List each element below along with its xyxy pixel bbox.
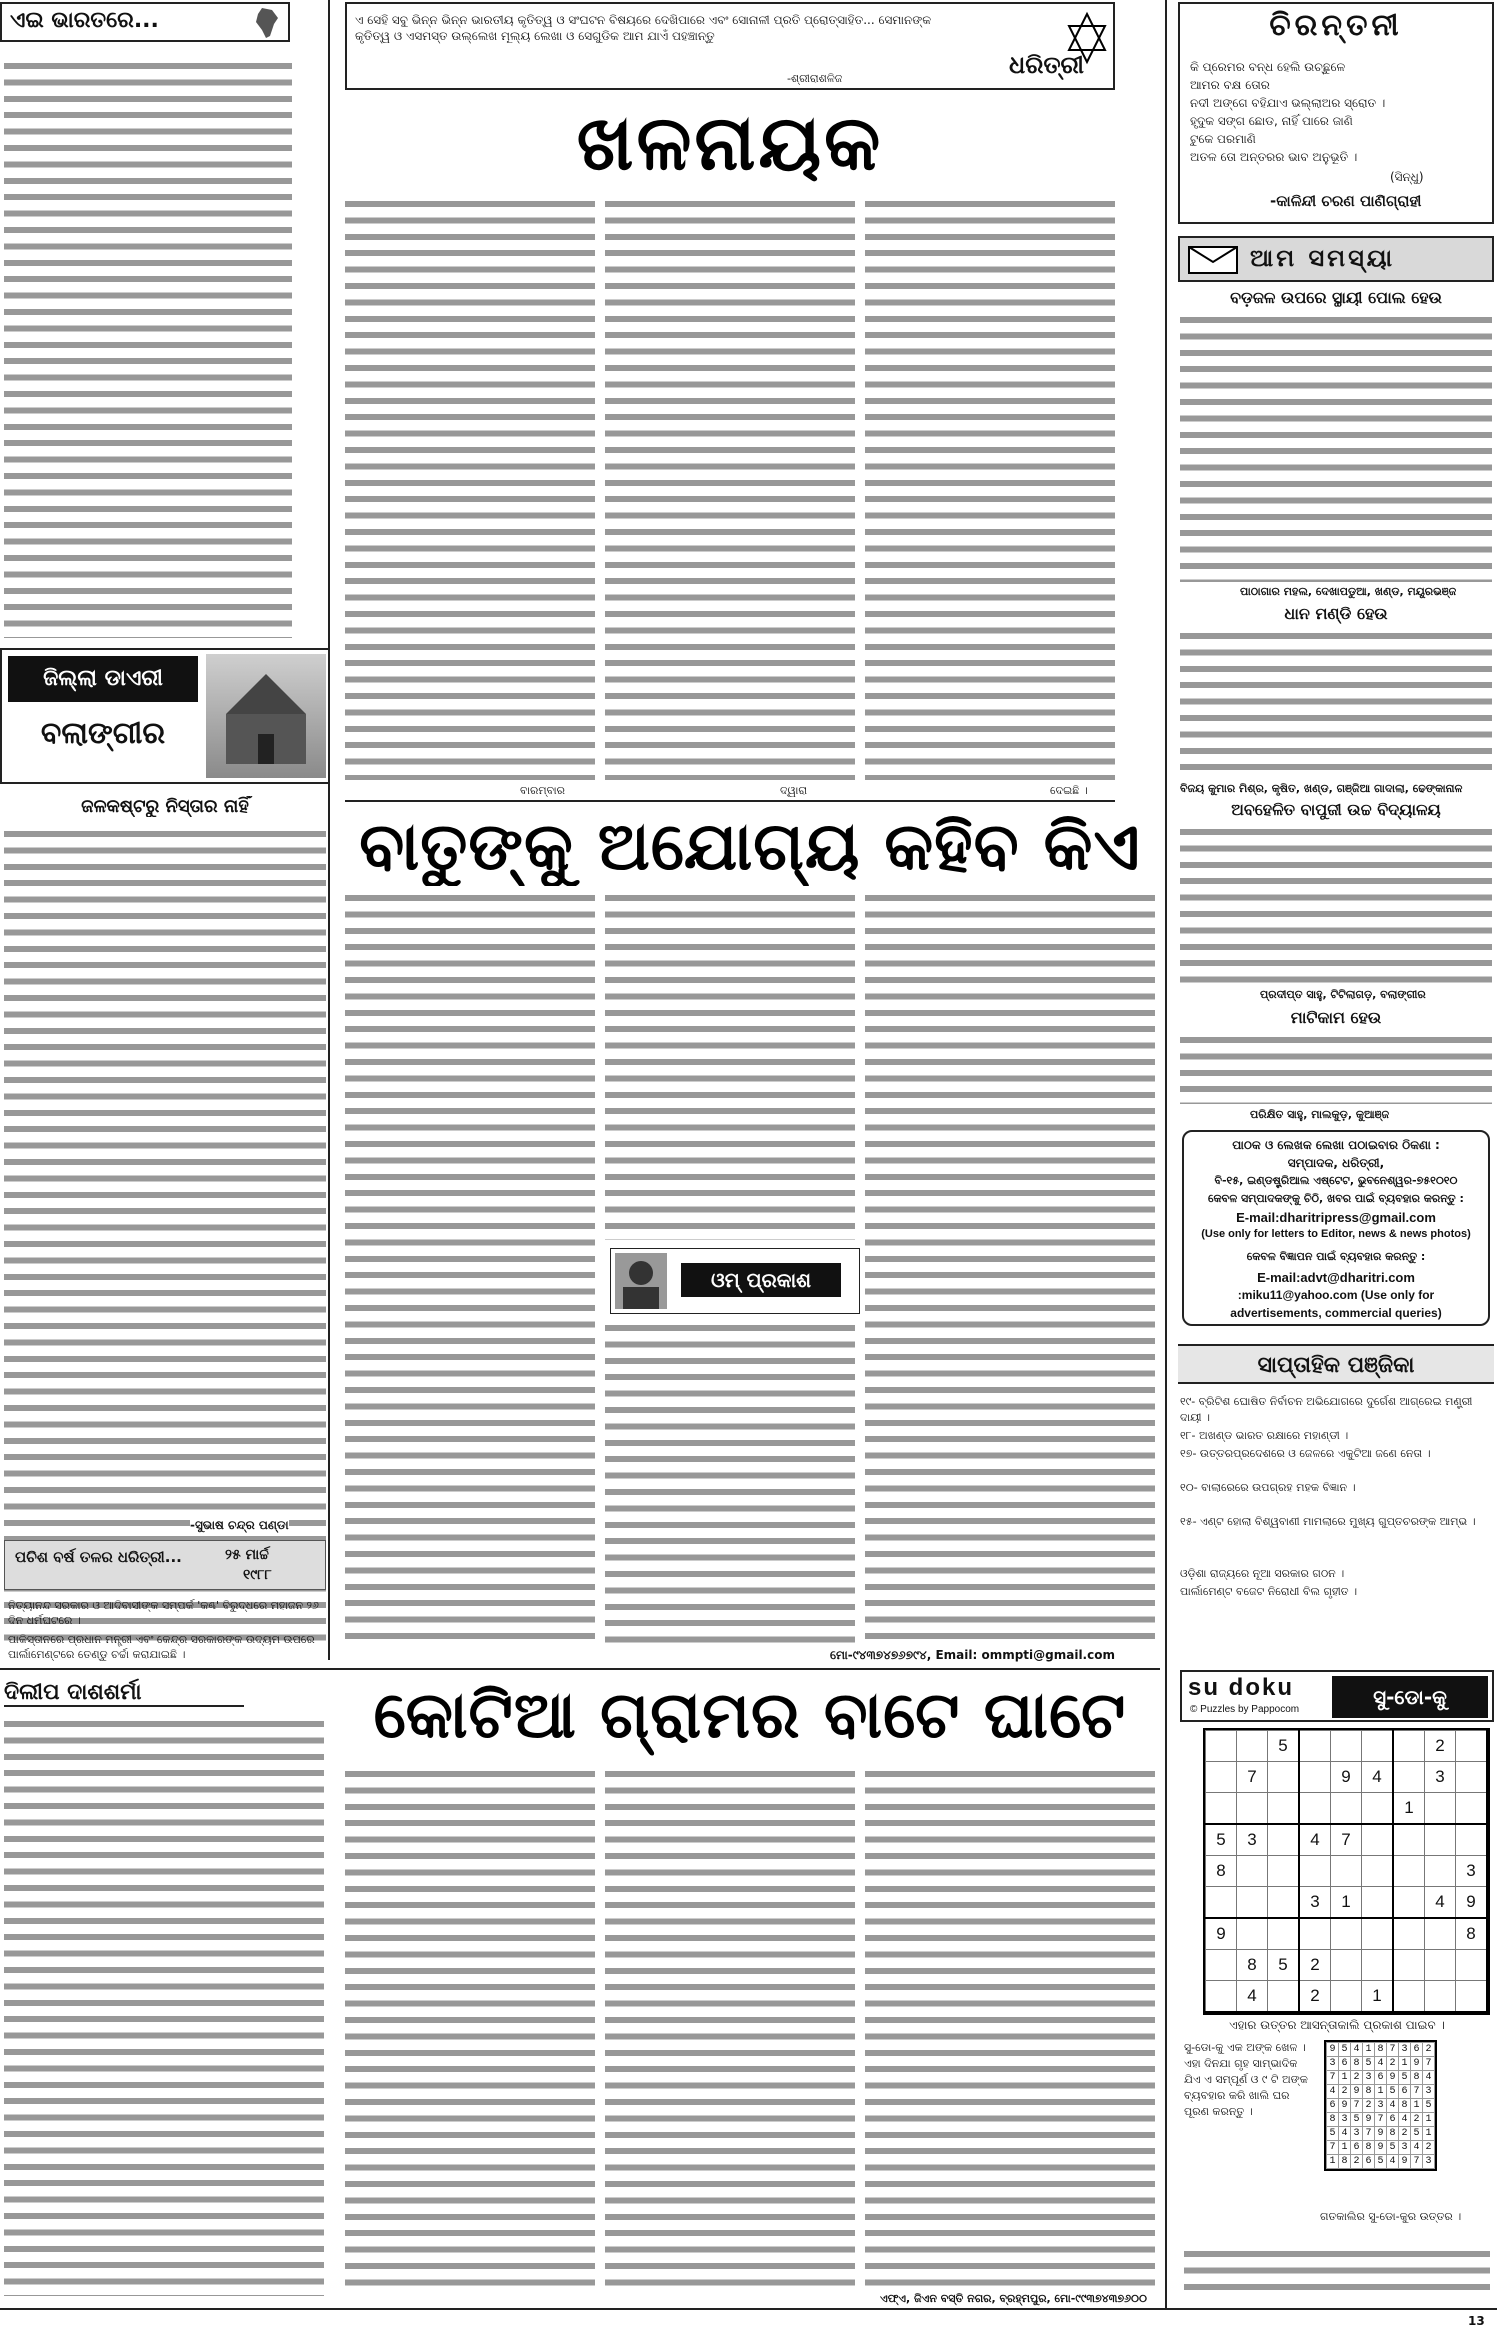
second-article-footer: ମୋ-୯୪୩୭୪୭୬୭୯୪, Email: ommpti@gmail.com [830, 1648, 1115, 1662]
sudoku-cell [1299, 1918, 1331, 1950]
solution-cell: 1 [1327, 2155, 1339, 2169]
sudoku-cell [1268, 1918, 1300, 1950]
solution-cell: 2 [1387, 2057, 1399, 2071]
sudoku-cell: 3 [1425, 1762, 1456, 1793]
solution-cell: 4 [1351, 2043, 1363, 2057]
sudoku-cell [1268, 1793, 1300, 1825]
sudoku-cell: 5 [1268, 1950, 1300, 1981]
section-title: ଏଇ ଭାରତରେ... [10, 8, 159, 33]
sudoku-cell: 8 [1456, 1918, 1488, 1950]
sudoku-cell [1331, 1856, 1362, 1887]
footer-rule [0, 2308, 1497, 2310]
sudoku-table [1205, 1730, 1488, 2013]
solution-cell: 3 [1375, 2099, 1387, 2113]
bottom-article-footer: ଏଫ୍ଏ, ଜିଏନ ବସ୍ତି ନଗର, ବ୍ରହ୍ମପୁର, ମୋ-୯୯୩୭୪୩୭୬୦୦ [880, 2292, 1147, 2305]
contact-line: କେବଳ ସମ୍ପାଦକଙ୍କୁ ଚିଠି, ଖବର ପାଇଁ ବ୍ୟବହାର କରନ୍ତୁ : [1208, 1192, 1464, 1205]
sudoku-cell [1206, 1887, 1237, 1919]
solution-cell: 4 [1423, 2071, 1435, 2085]
solution-cell: 8 [1339, 2155, 1351, 2169]
saptahika-item: ପାର୍ଲାମେଣ୍ଟ ବଜେଟ ନିରୋଧୀ ବିଲ ଗୃହୀତ । [1180, 1585, 1358, 1598]
sudoku-cell: 3 [1299, 1887, 1331, 1919]
issue-text [1180, 824, 1492, 984]
issue-heading: ଧାନ ମଣ୍ଡି ହେଉ [1284, 604, 1388, 623]
solution-cell: 8 [1327, 2113, 1339, 2127]
sudoku-prev-solution [1324, 2040, 1437, 2171]
pachisa-date: ୨୫ ମାର୍ଚ୍ଚ [225, 1547, 269, 1563]
contact-email[interactable]: :miku11@yahoo.com (Use only for [1237, 1288, 1435, 1302]
sudoku-cell [1237, 1793, 1268, 1825]
bottom-article-col [605, 1766, 855, 2296]
solution-cell: 1 [1339, 2141, 1351, 2155]
pachisa-label: ପଚିଶ ବର୍ଷ ତଳର ଧରିତ୍ରୀ... [15, 1548, 182, 1566]
solution-cell: 9 [1327, 2043, 1339, 2057]
issue-text [1180, 312, 1492, 582]
solution-cell: 3 [1423, 2155, 1435, 2169]
sudoku-header [1180, 1670, 1494, 1722]
bottom-kicker: ଦିଲୀପ ଦାଶଶର୍ମା [4, 1680, 244, 1707]
solution-cell: 8 [1375, 2043, 1387, 2057]
sudoku-cell [1206, 1731, 1237, 1762]
main-article-col [345, 196, 595, 780]
solution-cell: 1 [1423, 2127, 1435, 2141]
logo-text: ଧରିତ୍ରୀ [1009, 50, 1084, 79]
solution-cell: 4 [1327, 2085, 1339, 2099]
sudoku-cell [1299, 1762, 1331, 1793]
contact-note: (Use only for letters to Editor, news & news photos) [1201, 1228, 1471, 1240]
solution-cell: 5 [1423, 2099, 1435, 2113]
sudoku-cell [1425, 1918, 1456, 1950]
sudoku-cell [1393, 1856, 1425, 1887]
sudoku-cell: 1 [1331, 1887, 1362, 1919]
column-end-word: ବାରମ୍ବାର [520, 784, 565, 797]
sudoku-cell [1331, 1950, 1362, 1981]
solution-cell: 1 [1399, 2057, 1411, 2071]
solution-cell: 3 [1399, 2043, 1411, 2057]
solution-cell: 9 [1375, 2141, 1387, 2155]
poem-author: -କାଳିନ୍ଦୀ ଚରଣ ପାଣିଗ୍ରାହୀ [1270, 192, 1422, 210]
sudoku-cell [1268, 1762, 1300, 1793]
india-map-icon [250, 6, 284, 40]
sudoku-cell [1237, 1887, 1268, 1919]
sudoku-cell: 4 [1362, 1762, 1394, 1793]
poem-source: (ସିନ୍ଧୁ) [1390, 170, 1424, 184]
sudoku-cell: 7 [1331, 1824, 1362, 1856]
solution-cell: 4 [1411, 2141, 1423, 2155]
sudoku-cell: 8 [1206, 1856, 1237, 1887]
solution-cell: 5 [1387, 2085, 1399, 2099]
saptahika-item: ୧୮- ଅଖଣ୍ଡ ଭାରତ ରକ୍ଷାରେ ମହାଣ୍ଡୀ । [1180, 1429, 1349, 1442]
sudoku-cell: 3 [1456, 1856, 1488, 1887]
solution-cell: 5 [1399, 2071, 1411, 2085]
sudoku-cell: 4 [1299, 1824, 1331, 1856]
sudoku-cell [1206, 1793, 1237, 1825]
sudoku-cell: 2 [1299, 1981, 1331, 2013]
contact-note: advertisements, commercial queries) [1230, 1306, 1442, 1320]
sudoku-cell [1331, 1918, 1362, 1950]
sudoku-cell [1237, 1731, 1268, 1762]
sudoku-cell [1362, 1950, 1394, 1981]
bottom-article-col [4, 1716, 324, 2296]
sudoku-prev-note: ଗତକାଲିର ସୁ-ଡୋ-କୁର ଉତ୍ତର । [1320, 2210, 1462, 2223]
saptahika-item: ଓଡ଼ିଶା ରାଜ୍ୟରେ ନୂଆ ସରକାର ଗଠନ । [1180, 1567, 1345, 1580]
poem-line: ଟୁକେ ପରମାଣି [1190, 132, 1256, 146]
sudoku-cell: 2 [1425, 1731, 1456, 1762]
solution-cell: 7 [1363, 2127, 1375, 2141]
issue-byline: ପରିକ୍ଷିତ ସାହୁ, ମାଲକୁଡ଼, କୁଆଞ୍ଜ [1250, 1108, 1390, 1121]
issue-text [1180, 628, 1492, 778]
contact-email[interactable]: E-mail:advt@dharitri.com [1257, 1270, 1415, 1285]
sudoku-cell [1456, 1981, 1488, 2013]
sudoku-cell [1456, 1731, 1488, 1762]
sudoku-cell [1393, 1981, 1425, 2013]
sudoku-rules: ସୁ-ଡୋ-କୁ ଏକ ଅଙ୍କ ଖେଳ । ଏହା ଦିନଯା ଗୃହ ସାମ୍ଭାଦିକ ଯିଏ ଏ ସମ୍ପୂର୍ଣ ଓ ୯ ଟି ଅଙ୍କ ବ୍ୟବହାର କରି ଖାଲି ଘର ପୂରଣ କରନ୍ତୁ । [1184, 2041, 1308, 2118]
sudoku-cell [1456, 1793, 1488, 1825]
solution-cell: 3 [1339, 2113, 1351, 2127]
sudoku-cell: 3 [1237, 1824, 1268, 1856]
sudoku-cell [1456, 1762, 1488, 1793]
sudoku-cell [1299, 1793, 1331, 1825]
solution-cell: 9 [1363, 2113, 1375, 2127]
column-rule [328, 0, 330, 1660]
solution-cell: 1 [1363, 2043, 1375, 2057]
solution-cell: 7 [1351, 2099, 1363, 2113]
sudoku-cell: 8 [1237, 1950, 1268, 1981]
issue-byline: ବିଜୟ କୁମାର ମିଶ୍ର, କୃଷିତ, ଖଣ୍ଡ, ଗଞ୍ଜିଆ ଗାଦାଲା, ଢେଙ୍କାନାଳ [1180, 782, 1463, 795]
solution-cell: 1 [1339, 2071, 1351, 2085]
contact-line: କେବଳ ବିଜ୍ଞାପନ ପାଇଁ ବ୍ୟବହାର କରନ୍ତୁ : [1246, 1250, 1426, 1263]
solution-cell: 9 [1375, 2127, 1387, 2141]
page-number: 13 [1468, 2314, 1485, 2328]
solution-cell: 7 [1411, 2155, 1423, 2169]
solution-cell: 2 [1411, 2113, 1423, 2127]
solution-cell: 5 [1351, 2113, 1363, 2127]
solution-cell: 8 [1411, 2071, 1423, 2085]
issue-byline: ପାଠାଗାର ମହଲ, ଦେଖାପଡୁଆ, ଖଣ୍ଡ, ମୟୂରଭଞ୍ଜ [1240, 585, 1457, 598]
zilla-diary-banner [0, 648, 330, 784]
sudoku-cell: 9 [1456, 1887, 1488, 1919]
issue-heading: ମାଟିକାମ ହେଉ [1290, 1008, 1382, 1027]
solution-cell: 6 [1411, 2043, 1423, 2057]
issue-text [1180, 1032, 1492, 1104]
sudoku-cell [1393, 1824, 1425, 1856]
solution-cell: 4 [1375, 2057, 1387, 2071]
chirantani-box [1178, 2, 1494, 224]
poem-line: ଅତଳ ତୋ ଅନ୍ତରର ଭାବ ଅନୁଭୂତି । [1190, 150, 1358, 164]
solution-cell: 7 [1423, 2057, 1435, 2071]
solution-cell: 3 [1363, 2071, 1375, 2085]
solution-cell: 6 [1327, 2099, 1339, 2113]
sudoku-cell [1362, 1856, 1394, 1887]
sudoku-cell [1393, 1762, 1425, 1793]
solution-cell: 5 [1339, 2043, 1351, 2057]
sudoku-cell [1299, 1856, 1331, 1887]
solution-cell: 7 [1411, 2085, 1423, 2099]
solution-cell: 9 [1351, 2085, 1363, 2099]
solution-cell: 7 [1327, 2071, 1339, 2085]
sudoku-cell: 5 [1206, 1824, 1237, 1856]
solution-cell: 6 [1399, 2085, 1411, 2099]
author-photo [615, 1253, 667, 1309]
sudoku-cell [1331, 1793, 1362, 1825]
sudoku-cell [1425, 1950, 1456, 1981]
sudoku-cell [1331, 1981, 1362, 2013]
solution-cell: 2 [1423, 2141, 1435, 2155]
contact-email[interactable]: E-mail:dharitripress@gmail.com [1236, 1210, 1436, 1225]
sudoku-cell [1456, 1950, 1488, 1981]
solution-cell: 8 [1363, 2141, 1375, 2155]
solution-cell: 2 [1423, 2043, 1435, 2057]
saptahika-title: ସାପ୍ତାହିକ ପଞ୍ଜିକା [1178, 1344, 1494, 1384]
sudoku-cell: 2 [1299, 1950, 1331, 1981]
top-blurb: ଏ ସେହି ସବୁ ଭିନ୍ନ ଭିନ୍ନ ଭାରତୀୟ କୃତିତ୍ୱ ଓ ସଂଘଟନ ବିଷୟରେ ଦେଖିପାରେ ଏବଂ ସୋନାଳୀ ପ୍ରତି ପ୍ରୋତ୍ସାହିତ... ସେମାନଙ୍କ କୃତିତ୍ୱ ଓ ଏସମସ୍ତ ଉଲ୍ଲେଖ ମୂଲ୍ୟ ଲେଖା ଓ ସେଗୁଡିକ ଆମ ଯାଏଁ ପହଞ୍ଚାନ୍ତୁ [355, 13, 932, 43]
sudoku-cell [1362, 1918, 1394, 1950]
issue-heading: ବଡ଼ଜଳ ଉପରେ ସ୍ଥାୟୀ ପୋଲ ହେଉ [1230, 288, 1442, 307]
sudoku-cell [1268, 1981, 1300, 2013]
section-rule [0, 1668, 1160, 1670]
zilla-diary-label: ଜିଲ୍ଲା ଡାଏରୀ [8, 656, 198, 702]
sudoku-cell [1331, 1731, 1362, 1762]
sudoku-brand: su doku [1188, 1674, 1295, 1701]
sudoku-cell [1362, 1824, 1394, 1856]
solution-cell: 4 [1387, 2155, 1399, 2169]
solution-cell: 2 [1363, 2099, 1375, 2113]
sudoku-cell [1206, 1762, 1237, 1793]
sudoku-cell [1393, 1731, 1425, 1762]
solution-cell: 6 [1363, 2155, 1375, 2169]
solution-cell: 9 [1411, 2057, 1423, 2071]
saptahika-item: ୧୯- ବ୍ରିଟିଶ ଘୋଷିତ ନିର୍ବାଚନ ଅଭିଯୋଗରେ ଦୁର୍ଗେଶ ଆଗ୍ରେଇ ମଣ୍ଟ୍ରୀ ଦାୟୀ । [1180, 1395, 1473, 1424]
contact-line: ପାଠକ ଓ ଲେଖକ ଲେଖା ପଠାଇବାର ଠିକଣା : [1232, 1138, 1440, 1152]
section-header-box [0, 2, 290, 42]
sudoku-cell [1268, 1856, 1300, 1887]
contact-line: ସମ୍ପାଦକ, ଧରିତ୍ରୀ, [1287, 1156, 1385, 1170]
pachisa-barsa-box [4, 1540, 326, 1590]
solution-cell: 8 [1387, 2127, 1399, 2141]
solution-cell: 5 [1327, 2127, 1339, 2141]
bottom-article-col [345, 1766, 595, 2296]
sudoku-cell [1393, 1887, 1425, 1919]
issue-byline: ପ୍ରଦୀପ୍ତ ସାହୁ, ଟିଟିଲାଗଡ଼, ବଲାଙ୍ଗୀର [1260, 988, 1426, 1001]
sudoku-cell [1237, 1918, 1268, 1950]
solution-cell: 7 [1327, 2141, 1339, 2155]
zilla-diary-author: -ସୁଭାଷ ଚନ୍ଦ୍ର ପଣ୍ଡା [190, 1518, 289, 1532]
author-name: ଓମ୍ ପ୍ରକାଶ [681, 1263, 841, 1297]
solution-cell: 7 [1375, 2113, 1387, 2127]
bottom-headline: କୋଟିଆ ଗ୍ରାମର ବାଟେ ଘାଟେ [373, 1678, 1127, 1753]
solution-cell: 5 [1375, 2155, 1387, 2169]
solution-cell: 2 [1351, 2071, 1363, 2085]
sudoku-cell [1425, 1856, 1456, 1887]
sudoku-cell [1206, 1981, 1237, 2013]
top-blurb-sign: -ଶ୍ରୀରାଶଳିଜ [787, 72, 843, 85]
poem-line: ହୃଦୁକ ସଙ୍ଗ ଛୋଡ, ନାହିଁ ପାରେ ଜାଣି [1190, 114, 1353, 128]
district-name: ବଲାଙ୍ଗୀର [40, 716, 166, 751]
sudoku-cell: 4 [1425, 1887, 1456, 1919]
solution-cell: 8 [1399, 2099, 1411, 2113]
solution-cell: 6 [1339, 2057, 1351, 2071]
sudoku-cell [1425, 1981, 1456, 2013]
solution-cell: 1 [1423, 2113, 1435, 2127]
sudoku-answer-note: ଏହାର ଉତ୍ତର ଆସନ୍ତାକାଲି ପ୍ରକାଶ ପାଇବ । [1229, 2018, 1445, 2032]
sudoku-cell [1237, 1856, 1268, 1887]
main-article-col [605, 196, 855, 780]
solution-cell: 6 [1387, 2113, 1399, 2127]
sudoku-cell: 4 [1237, 1981, 1268, 2013]
section-rule [345, 800, 1115, 802]
solution-cell: 3 [1423, 2085, 1435, 2099]
contact-line: ବି-୧୫, ଇଣ୍ଡଷ୍ଟ୍ରିଆଲ ଏଷ୍ଟେଟ, ଭୁବନେଶ୍ୱର-୭୫୧୦୧୦ [1214, 1174, 1458, 1187]
zilla-diary-heading: ଜଳକଷ୍ଟରୁ ନିସ୍ତାର ନାହିଁ [81, 796, 249, 817]
poem-line: କି ପ୍ରେମର ବନ୍ଧ ହେଲି ଉଚ୍ଛୁଳେ [1190, 60, 1346, 74]
solution-table [1326, 2042, 1435, 2169]
sudoku-cell [1362, 1731, 1394, 1762]
column-end-word: ଦ୍ୱାରା [780, 784, 808, 797]
solution-cell: 4 [1399, 2113, 1411, 2127]
solution-cell: 9 [1339, 2099, 1351, 2113]
temple-photo [206, 654, 326, 778]
sudoku-cell [1425, 1824, 1456, 1856]
column-end-word: ଦେଇଛି । [1050, 784, 1088, 797]
second-headline: ବାତୁଙ୍କୁ ଅଯୋଗ୍ୟ କହିବ କିଏ [359, 807, 1141, 885]
sudoku-cell [1425, 1793, 1456, 1825]
second-article-col [605, 890, 855, 1240]
main-article-col [865, 196, 1115, 780]
solution-cell: 1 [1375, 2085, 1387, 2099]
sudoku-cell [1362, 1793, 1394, 1825]
sudoku-cell [1393, 1918, 1425, 1950]
main-headline: ଖଳନାୟକ [576, 98, 884, 187]
second-article-col [605, 1320, 855, 1648]
sudoku-cell: 1 [1393, 1793, 1425, 1825]
solution-cell: 5 [1411, 2127, 1423, 2141]
sudoku-cell: 9 [1206, 1918, 1237, 1950]
sudoku-cell [1456, 1824, 1488, 1856]
column-rule [1165, 0, 1167, 2310]
sudoku-cell [1362, 1887, 1394, 1919]
solution-cell: 2 [1351, 2155, 1363, 2169]
envelope-icon [1188, 246, 1238, 274]
sudoku-cell: 5 [1268, 1731, 1300, 1762]
amasamasya-title: ଆମ ସମସ୍ୟା [1250, 244, 1396, 272]
poem-line: ଆମର ବକ୍ଷ ତୋର [1190, 78, 1270, 92]
saptahika-item: ୧୦- ବାଲାରେରେ ଉପଗ୍ରହ ମହକ ବିଜ୍ଞାନ । [1180, 1481, 1356, 1494]
saptahika-item: ୧୭- ଉତ୍ତରପ୍ରଦେଶରେ ଓ ଜେଳରେ ଏକୁଟିଆ ଜଣେ ନେତା । [1180, 1447, 1431, 1460]
solution-cell: 8 [1363, 2085, 1375, 2099]
solution-cell: 3 [1351, 2127, 1363, 2141]
saptahika-item: ୧୫- ଏଣ୍ଟ ହୋଲା ବିଶ୍ୱବାଣୀ ମାମଲାରେ ମୁଖ୍ୟ ଗୁପ୍ତଚରଙ୍କ ଆମ୍ଭ । [1180, 1515, 1476, 1528]
sudoku-extra-text [1184, 2246, 1490, 2296]
solution-cell: 2 [1399, 2127, 1411, 2141]
pachisa-bullet: ପାକିସ୍ତାନରେ ପ୍ରଧାନ ମନ୍ତ୍ରୀ ଏବଂ କେନ୍ଦ୍ର ସରକାରଙ୍କ ଉଦ୍ୟମ ଉପରେ ପାର୍ଲାମେଣ୍ଟରେ ତେଣ୍ଡୁ ଚର୍ଚ୍ଚା କରାଯାଇଛି । [8, 1633, 315, 1661]
solution-cell: 3 [1327, 2057, 1339, 2071]
solution-cell: 1 [1411, 2099, 1423, 2113]
solution-cell: 8 [1351, 2057, 1363, 2071]
solution-cell: 4 [1339, 2127, 1351, 2141]
solution-cell: 6 [1375, 2071, 1387, 2085]
pachisa-bullet: ନିତ୍ୟାନନ୍ଦ ସରକାର ଓ ଆଦିବାସୀଙ୍କ ସମ୍ପର୍କ 'କଣ୍ଢ' ବିରୁଦ୍ଧରେ ମହାଜନ ୨୬ ଦିନ ଧର୍ମଘଟରେ । [8, 1599, 319, 1627]
solution-cell: 4 [1387, 2099, 1399, 2113]
solution-cell: 9 [1387, 2071, 1399, 2085]
solution-cell: 7 [1387, 2043, 1399, 2057]
bottom-article-col [865, 1766, 1155, 2286]
amasamasya-header [1178, 236, 1494, 282]
issue-heading: ଅବହେଳିତ ବାପୁଜୀ ଉଚ୍ଚ ବିଦ୍ୟାଳୟ [1231, 800, 1441, 819]
solution-cell: 3 [1399, 2141, 1411, 2155]
solution-cell: 2 [1339, 2085, 1351, 2099]
top-blurb-box [345, 2, 1115, 90]
contact-box [1182, 1130, 1490, 1326]
dharitri-logo [1007, 10, 1111, 86]
sudoku-cell [1299, 1731, 1331, 1762]
sudoku-credit: © Puzzles by Pappocom [1190, 1704, 1300, 1715]
chirantani-title: ଚିରନ୍ତନୀ [1269, 8, 1403, 43]
sudoku-cell [1268, 1824, 1300, 1856]
sudoku-cell [1206, 1950, 1237, 1981]
poem-line: ନଦୀ ଅଙ୍ଗେ ବହିଯାଏ ଭଲ୍ଲାଅର ସ୍ରୋତ । [1190, 96, 1386, 110]
section-intro-text [4, 58, 292, 638]
pachisa-year: ୧୯୮୮ [243, 1567, 272, 1583]
sudoku-brand-odia: ସୁ-ଡୋ-କୁ [1332, 1676, 1488, 1718]
sudoku-cell: 9 [1331, 1762, 1362, 1793]
author-portrait-box [610, 1248, 860, 1314]
solution-cell: 5 [1363, 2057, 1375, 2071]
solution-cell: 5 [1387, 2141, 1399, 2155]
sudoku-cell: 7 [1237, 1762, 1268, 1793]
second-article-col [345, 890, 595, 1648]
sudoku-cell [1268, 1887, 1300, 1919]
sudoku-grid [1203, 1728, 1490, 2015]
solution-cell: 9 [1399, 2155, 1411, 2169]
sudoku-cell: 1 [1362, 1981, 1394, 2013]
sudoku-cell [1393, 1950, 1425, 1981]
second-article-col [865, 890, 1155, 1648]
solution-cell: 6 [1351, 2141, 1363, 2155]
